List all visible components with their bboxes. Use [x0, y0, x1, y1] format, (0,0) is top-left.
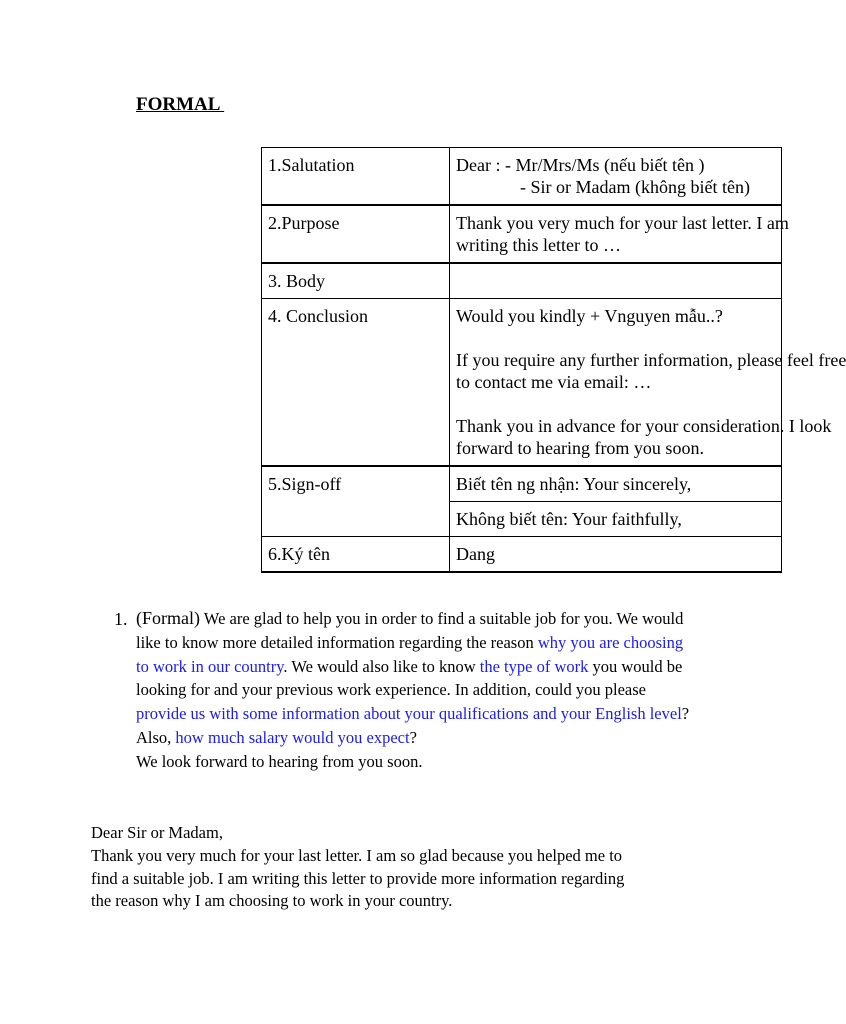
letter-line: the reason why I am choosing to work in your country.	[91, 891, 453, 911]
letter-line: find a suitable job. I am writing this letter to provide more information regarding	[91, 868, 625, 888]
row-label: 2.Purpose	[262, 205, 450, 263]
table-row	[262, 537, 782, 573]
row-content	[450, 148, 782, 206]
row-content	[450, 205, 789, 263]
task-text: We are glad to help you in order to find a suitable job for you. We would like to know more detailed information regarding the reason	[136, 609, 684, 652]
content-line: Không biết tên: Your faithfully,	[456, 509, 682, 529]
row-label: 3. Body	[262, 263, 450, 299]
task-text: . We would also like to know	[283, 656, 480, 676]
content-line: Dang	[456, 544, 495, 564]
row-content	[450, 537, 782, 573]
table-row	[262, 299, 782, 467]
content-line: forward to hearing from you soon.	[456, 438, 704, 458]
content-line: Thank you very much for your last letter. I am	[456, 213, 789, 233]
highlight-text: why you are choosing to work in our country	[136, 632, 684, 676]
content-line: to contact me via email: …	[456, 372, 652, 392]
letter-draft	[91, 822, 691, 913]
task-closing: We look forward to hearing from you soon.	[136, 751, 423, 771]
row-label: 5.Sign-off	[262, 466, 450, 537]
row-label: 1.Salutation	[262, 148, 450, 206]
content-line: - Sir or Madam (không biết tên)	[520, 177, 750, 197]
task-lead: (Formal)	[136, 608, 200, 628]
highlight-text: provide us with some information about your qualifications and your English level	[136, 704, 682, 724]
content-line: Biết tên ng nhận: Your sincerely,	[456, 474, 692, 494]
section-heading: FORMAL	[136, 94, 225, 115]
content-line: Thank you in advance for your consideration. I look	[456, 416, 832, 436]
highlight-text: the type of work	[479, 656, 589, 676]
letter-greeting: Dear Sir or Madam,	[91, 823, 223, 842]
highlight-text: how much salary would you expect	[175, 727, 410, 747]
formal-letter-table	[261, 147, 846, 573]
row-content	[450, 466, 782, 502]
table-row	[262, 205, 782, 263]
row-content	[450, 502, 782, 537]
row-label: 6.Ký tên	[262, 537, 450, 573]
row-label: 4. Conclusion	[262, 299, 450, 467]
list-number: 1.	[114, 609, 128, 629]
content-line: writing this letter to …	[456, 235, 621, 255]
task-text: ? Also,	[136, 704, 690, 747]
task-text: you would be looking for and your previous work experience. In addition, could you please	[136, 656, 683, 700]
content-line: Dear : - Mr/Mrs/Ms (nếu biết tên )	[456, 155, 705, 175]
row-content	[450, 263, 782, 299]
task-text: ?	[409, 727, 417, 747]
content-line: Would you kindly + Vnguyen mẫu..?	[456, 306, 723, 326]
task-paragraph	[136, 607, 696, 774]
row-content	[450, 299, 846, 467]
table-row	[262, 466, 782, 502]
content-line: If you require any further information, please feel free	[456, 350, 846, 370]
table-row	[262, 148, 782, 206]
table-row	[262, 263, 782, 299]
letter-line: Thank you very much for your last letter. I am so glad because you helped me to	[91, 845, 623, 865]
